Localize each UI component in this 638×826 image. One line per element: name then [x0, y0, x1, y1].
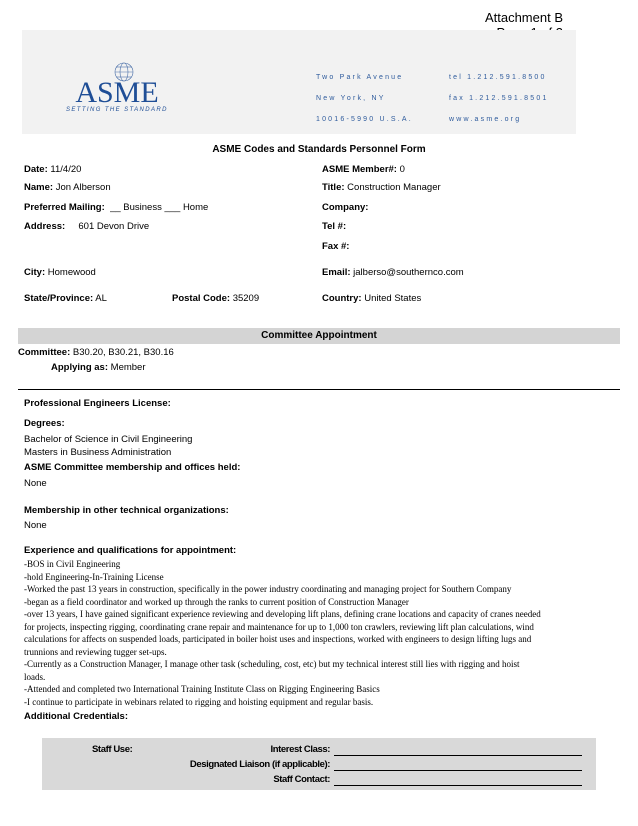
interest-class-line[interactable] [334, 755, 582, 756]
degree-item: Bachelor of Science in Civil Engineering [24, 434, 193, 445]
tel-field: Tel #: [322, 221, 347, 232]
postal-field: Postal Code: 35209 [172, 293, 260, 304]
degree-item: Masters in Business Administration [24, 447, 172, 458]
company-field: Company: [322, 202, 369, 213]
state-field: State/Province: AL [24, 293, 107, 304]
attachment-label: Attachment B [484, 10, 563, 25]
designated-liaison-line[interactable] [334, 770, 582, 771]
address-line: New York, NY [316, 95, 386, 102]
mailing-field: Preferred Mailing: __ Business ___ Home [24, 202, 209, 213]
experience-line: calculations for affects on suspended loads, participated in boiler hoist uses and inspections, worked with engineers to design lifting lugs and [24, 634, 532, 644]
additional-credentials-label: Additional Credentials: [24, 711, 128, 722]
pe-license-label: Professional Engineers License: [24, 398, 171, 409]
address-line: 10016-5990 U.S.A. [316, 116, 413, 123]
address-line: Two Park Avenue [316, 74, 404, 81]
experience-line: -I continue to participate in webinars related to rigging and hoisting equipment and regular basis. [24, 696, 374, 707]
experience-label: Experience and qualifications for appointment: [24, 545, 237, 556]
fax-field: Fax #: [322, 241, 350, 252]
form-title: ASME Codes and Standards Personnel Form [212, 144, 426, 155]
logo-wordmark: ASME [75, 76, 159, 109]
degrees-label: Degrees: [24, 418, 65, 429]
contact-block [449, 67, 549, 130]
city-field: City: Homewood [24, 267, 96, 278]
name-field: Name: Jon Alberson [24, 182, 111, 193]
asme-membership-value: None [24, 478, 47, 489]
experience-line: -Currently as a Construction Manager, I manage other task (scheduling, cost, etc) but my technical interest still lies with rigging and hoist [24, 659, 520, 669]
applying-field: Applying as: Member [51, 362, 146, 373]
section-divider [18, 389, 620, 390]
interest-class-label: Interest Class: [270, 744, 330, 755]
date-field: Date: 11/4/20 [24, 164, 82, 175]
asme-membership-label: ASME Committee membership and offices held: [24, 462, 241, 473]
experience-line: -hold Engineering-In-Training License [24, 571, 164, 582]
experience-line: -BOS in Civil Engineering [24, 559, 121, 569]
contact-website[interactable]: www.asme.org [449, 116, 522, 123]
committee-field: Committee: B30.20, B30.21, B30.16 [18, 347, 174, 358]
designated-liaison-label: Designated Liaison (if applicable): [189, 759, 330, 770]
email-field: Email: jalberso@southernco.com [322, 267, 464, 278]
contact-phone: tel 1.212.591.8500 [449, 74, 547, 81]
other-membership-label: Membership in other technical organizations: [24, 505, 229, 516]
other-membership-value: None [24, 520, 47, 531]
experience-line: trunnions and reviewing tugger set-ups. [24, 646, 167, 657]
experience-line: -began as a field coordinator and worked up through the ranks to current position of Construction Manager [24, 596, 409, 607]
letterhead-banner [22, 30, 576, 134]
experience-line: for projects, inspecting rigging, coordinating crane repair and maintenance for up to 1,000 ton crawlers, reviewing lift plan calculations, wind [24, 621, 534, 632]
logo-tagline: SETTING THE STANDARD [66, 107, 168, 113]
experience-line: -Attended and completed two International Training Institute Class on Rigging Engineering Basics [24, 684, 380, 694]
address-field: Address: 601 Devon Drive [24, 221, 150, 232]
experience-text [24, 558, 584, 708]
member-field: ASME Member#: 0 [322, 164, 405, 175]
staff-contact-label: Staff Contact: [273, 774, 330, 785]
experience-line: loads. [24, 671, 46, 682]
country-field: Country: United States [322, 293, 422, 304]
address-block [316, 67, 413, 130]
contact-fax: fax 1.212.591.8501 [449, 95, 549, 102]
staff-use-box [42, 738, 596, 790]
committee-section-header: Committee Appointment [18, 328, 620, 344]
title-field: Title: Construction Manager [322, 182, 441, 193]
staff-contact-line[interactable] [334, 785, 582, 786]
staff-use-label: Staff Use: [92, 744, 133, 755]
experience-line: -over 13 years, I have gained significant experience reviewing and developing lift plans, defining crane locations and capacity of cranes needed [24, 609, 541, 619]
experience-line: -Worked the past 13 years in construction, specifically in the power industry coordinating and managing project for Southern Company [24, 584, 512, 594]
